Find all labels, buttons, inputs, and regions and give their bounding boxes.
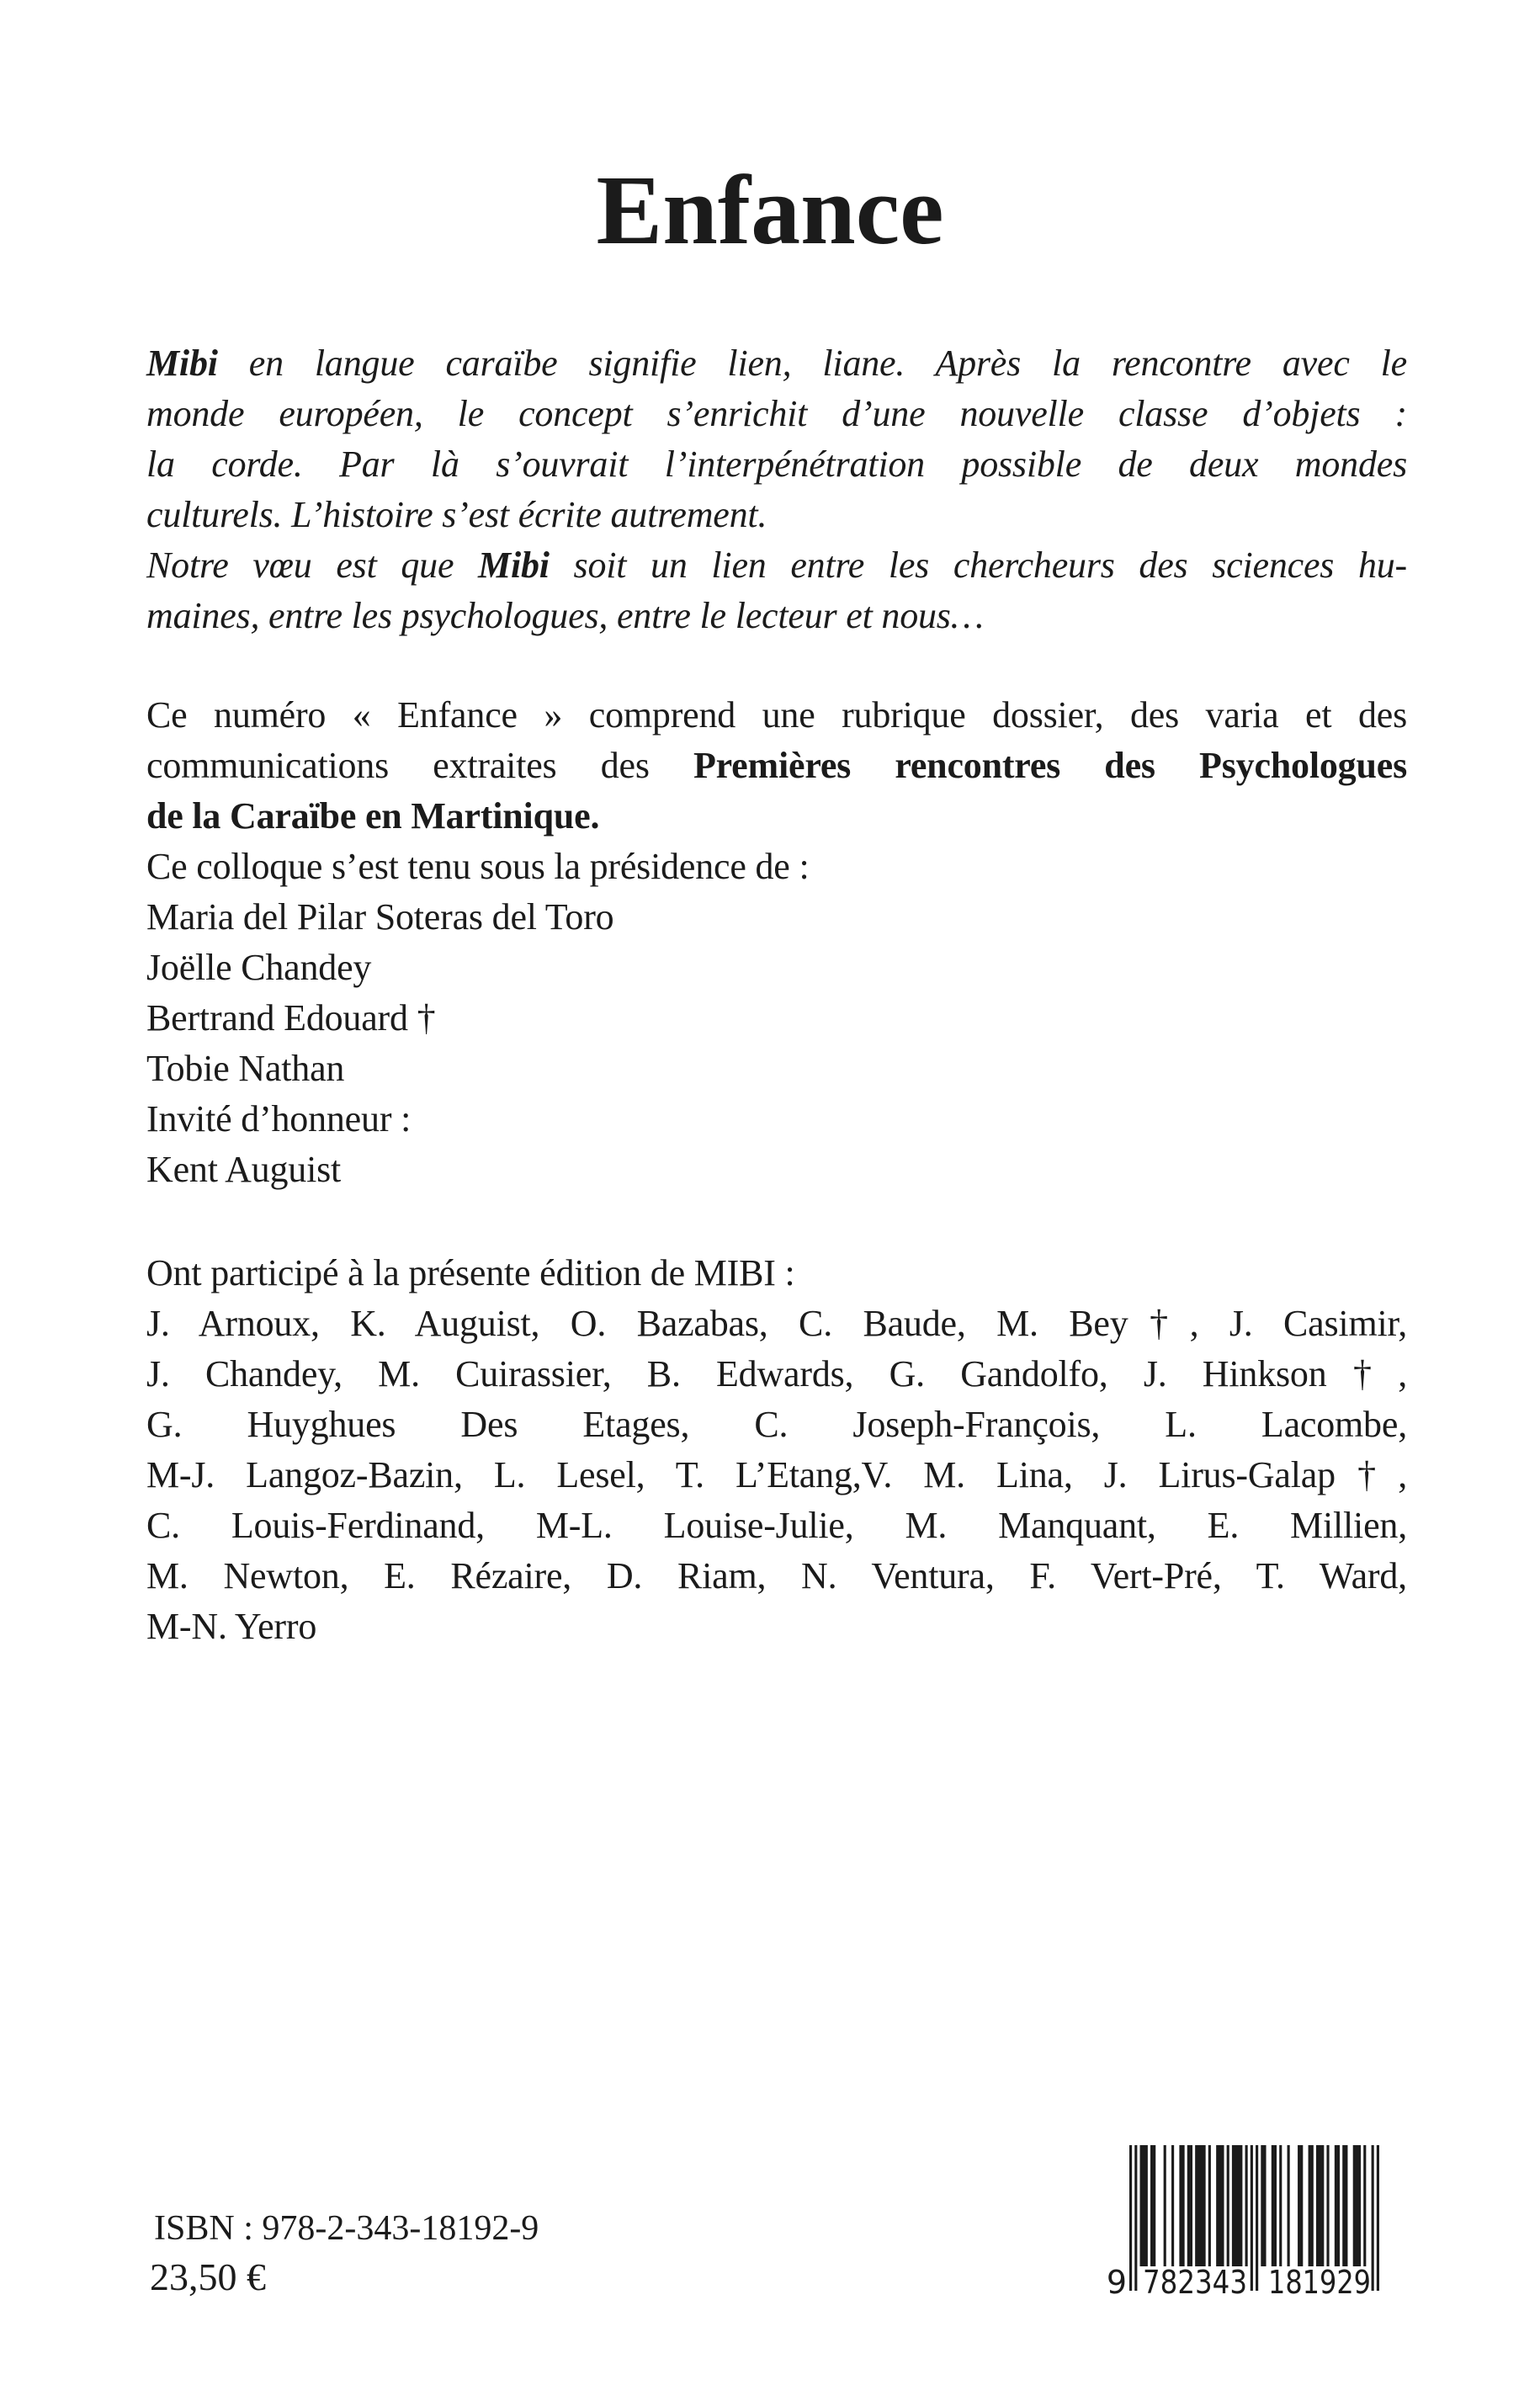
barcode-guard-bar	[1129, 2145, 1132, 2291]
text-run: G. Huyghues Des Etages, C. Joseph-François, L. Lacombe,	[146, 1404, 1407, 1445]
barcode-bar	[1316, 2145, 1324, 2266]
barcode-bar	[1140, 2145, 1148, 2266]
text-line	[146, 842, 1407, 892]
text-run: Bertrand Edouard †	[146, 997, 436, 1038]
text-run: Maria del Pilar Soteras del Toro	[146, 896, 614, 938]
barcode-bar	[1187, 2145, 1192, 2266]
barcode-bar	[1179, 2145, 1184, 2266]
text-line	[146, 1602, 1407, 1652]
text-run: J. Arnoux, K. Auguist, O. Bazabas, C. Baude, M. Bey†, J. Casimir,	[146, 1303, 1407, 1344]
bold-text-run: Mibi	[146, 343, 218, 384]
text-line	[146, 1145, 1407, 1195]
text-run: Ce numéro « Enfance » comprend une rubrique dossier, des varia et des	[146, 694, 1407, 736]
text-line	[146, 591, 1407, 641]
text-line	[146, 1501, 1407, 1551]
text-run: monde européen, le concept s’enrichit d’une nouvelle classe d’objets :	[146, 393, 1407, 434]
intro-paragraph	[146, 338, 1407, 641]
text-run: J. Chandey, M. Cuirassier, B. Edwards, G. Gandolfo, J. Hinkson†,	[146, 1353, 1407, 1394]
barcode-bar	[1298, 2145, 1303, 2266]
barcode-bar	[1288, 2145, 1290, 2266]
barcode-bar	[1363, 2145, 1366, 2266]
barcode-bar	[1245, 2145, 1248, 2266]
text-line	[146, 741, 1407, 791]
book-title: Enfance	[596, 155, 944, 266]
text-line	[146, 1349, 1407, 1400]
text-run: en langue caraïbe signifie lien, liane. Après la rencontre avec le	[217, 343, 1407, 384]
price-text: 23,50 €	[150, 2255, 266, 2298]
text-run: la corde. Par là s’ouvrait l’interpénétration possible de deux mondes	[146, 444, 1407, 485]
text-run: Ont participé à la présente édition de MIBI :	[146, 1252, 795, 1293]
text-run: maines, entre les psychologues, entre le lecteur et nous…	[146, 595, 984, 636]
barcode-bar	[1261, 2145, 1266, 2266]
barcode-guard-bar	[1256, 2145, 1258, 2291]
text-line	[146, 1400, 1407, 1450]
barcode-area	[1091, 2136, 1394, 2313]
text-run: soit un lien entre les chercheurs des sciences hu-	[549, 544, 1407, 586]
barcode-guard-bar	[1377, 2145, 1379, 2291]
barcode-guard-bar	[1372, 2145, 1374, 2291]
barcode-bar	[1164, 2145, 1166, 2266]
text-line	[146, 1248, 1407, 1299]
barcode-digit-first: 9	[1106, 2264, 1128, 2301]
text-run: M-N. Yerro	[146, 1606, 317, 1647]
text-line	[146, 1299, 1407, 1349]
barcode-bar	[1309, 2145, 1314, 2266]
barcode-bar	[1171, 2145, 1174, 2266]
text-run: C. Louis-Ferdinand, M-L. Louise-Julie, M. Manquant, E. Millien,	[146, 1505, 1407, 1546]
bold-text-run: Mibi	[478, 544, 550, 586]
text-line	[146, 690, 1407, 741]
text-run: M-J. Langoz-Bazin, L. Lesel, T. L’Etang,V. M. Lina, J. Lirus-Galap†,	[146, 1454, 1407, 1495]
participants-paragraph	[146, 1248, 1407, 1652]
text-run: communications extraites des	[146, 745, 693, 786]
description-paragraph	[146, 690, 1407, 1195]
text-line	[146, 791, 1407, 842]
text-run: Kent Auguist	[146, 1149, 342, 1190]
barcode-guard-bar	[1134, 2145, 1137, 2291]
text-line	[146, 1551, 1407, 1602]
text-line	[146, 892, 1407, 943]
barcode-bar	[1335, 2145, 1340, 2266]
barcode-digit-group-right: 181929	[1268, 2264, 1371, 2301]
text-line	[146, 490, 1407, 540]
barcode-guard-bar	[1251, 2145, 1253, 2291]
text-line	[146, 540, 1407, 591]
barcode-bar	[1195, 2145, 1206, 2266]
barcode-bar	[1342, 2145, 1347, 2266]
ean13-barcode	[1091, 2136, 1394, 2313]
text-run: culturels. L’histoire s’est écrite autrement.	[146, 494, 767, 535]
text-line	[146, 1450, 1407, 1501]
text-line	[146, 439, 1407, 490]
bold-text-run: de la Caraïbe en Martinique.	[146, 795, 600, 837]
text-line	[146, 943, 1407, 993]
text-run: Tobie Nathan	[146, 1048, 345, 1089]
isbn-text: ISBN : 978-2-343-18192-9	[154, 2209, 539, 2248]
barcode-bar	[1353, 2145, 1361, 2266]
barcode-bar	[1232, 2145, 1243, 2266]
barcode-bar	[1208, 2145, 1211, 2266]
barcode-digit-group-left: 782343	[1143, 2264, 1247, 2301]
text-run: Notre vœu est que	[146, 544, 479, 586]
text-line	[146, 389, 1407, 439]
text-line	[146, 1094, 1407, 1145]
barcode-bar	[1272, 2145, 1277, 2266]
text-line	[146, 993, 1407, 1044]
barcode-bar	[1227, 2145, 1229, 2266]
text-line	[146, 1044, 1407, 1094]
text-run: Ce colloque s’est tenu sous la présidence de :	[146, 846, 810, 887]
text-line	[146, 338, 1407, 389]
text-run: M. Newton, E. Rézaire, D. Riam, N. Ventura, F. Vert-Pré, T. Ward,	[146, 1555, 1407, 1596]
barcode-bar	[1279, 2145, 1282, 2266]
barcode-bar	[1326, 2145, 1329, 2266]
barcode-bar	[1150, 2145, 1155, 2266]
text-run: Joëlle Chandey	[146, 947, 372, 988]
text-run: Invité d’honneur :	[146, 1098, 412, 1139]
barcode-bar	[1216, 2145, 1224, 2266]
bold-text-run: Premières rencontres des Psychologues	[693, 745, 1407, 786]
